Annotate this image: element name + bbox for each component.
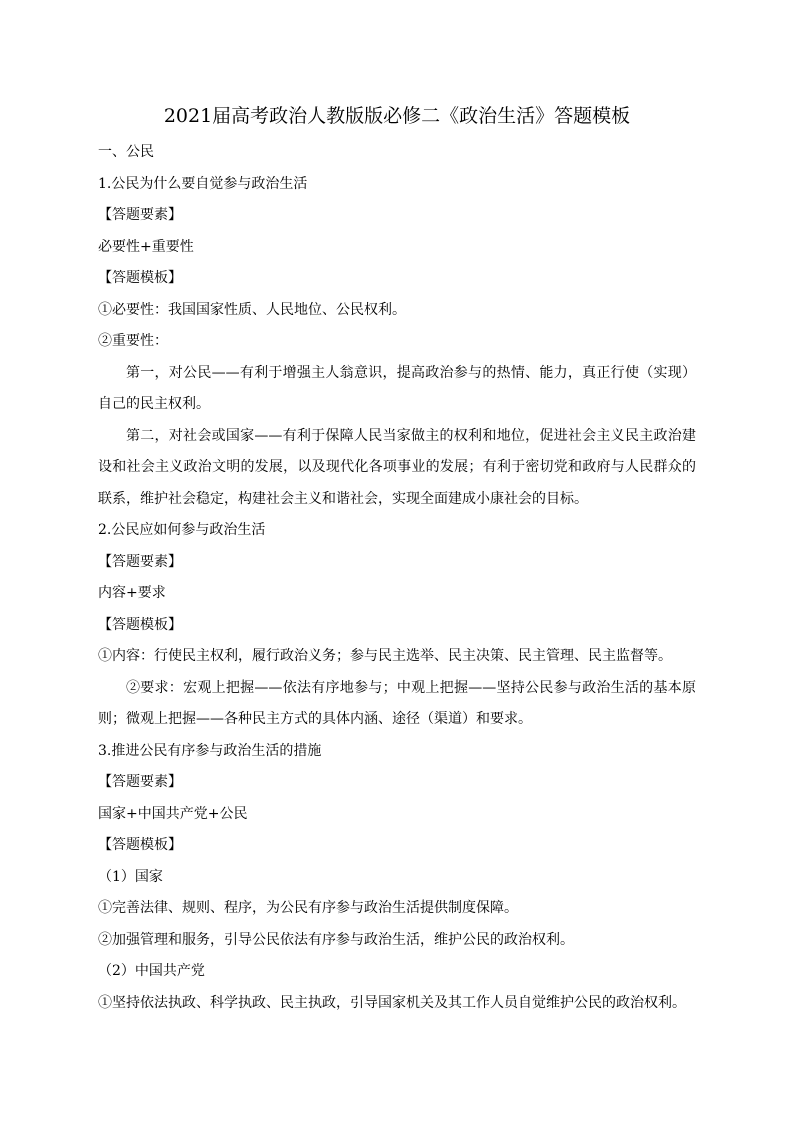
text-line: 【答题模板】 — [98, 616, 182, 633]
paragraph: 第一，对公民——有利于增强主人翁意识，提高政治参与的热情、能力，真正行使（实现）自己的民主权利。 — [98, 364, 696, 412]
text-line: 【答题要素】 — [98, 553, 182, 570]
text-line: 【答题要素】 — [98, 207, 182, 223]
document-body — [98, 137, 696, 1019]
text-line: ②加强管理和服务，引导公民依法有序参与政治生活，维护公民的政治权利。 — [98, 931, 574, 948]
text-line: 2.公民应如何参与政治生活 — [98, 522, 266, 538]
section-heading: 一、公民 — [98, 144, 154, 160]
text-line: （1）国家 — [98, 868, 163, 885]
text-line: 【答题模板】 — [98, 837, 182, 853]
text-line: 国家+中国共产党+公民 — [98, 805, 248, 822]
text-line: 【答题要素】 — [98, 774, 182, 790]
text-line: ①必要性：我国国家性质、人民地位、公民权利。 — [98, 301, 406, 318]
text-line: ①完善法律、规则、程序，为公民有序参与政治生活提供制度保障。 — [98, 900, 518, 916]
text-line: 必要性+重要性 — [98, 238, 194, 255]
text-line: 【答题模板】 — [98, 270, 182, 286]
text-line: ①内容：行使民主权利，履行政治义务；参与民主选举、民主决策、民主管理、民主监督等。 — [98, 648, 672, 664]
document-title: 2021届高考政治人教版版必修二《政治生活》答题模板 — [163, 105, 631, 127]
text-line: ①坚持依法执政、科学执政、民主执政，引导国家机关及其工作人员自觉维护公民的政治权利。 — [98, 994, 686, 1011]
paragraph: 第二，对社会或国家——有利于保障人民当家做主的权利和地位，促进社会主义民主政治建设和社会主义政治文明的发展，以及现代化各项事业的发展；有利于密切党和政府与人民群众的联系，维护社会稳定，构建社会主义和谐社会，实现全面建成小康社会的目标。 — [98, 427, 696, 507]
text-line: 1.公民为什么要自觉参与政治生活 — [98, 175, 308, 192]
text-line: 3.推进公民有序参与政治生活的措施 — [98, 742, 322, 759]
text-line: 内容+要求 — [98, 585, 166, 601]
text-line: ②重要性： — [98, 333, 168, 349]
text-line: （2）中国共产党 — [98, 963, 205, 979]
paragraph: ②要求：宏观上把握——依法有序地参与；中观上把握——坚持公民参与政治生活的基本原则；微观上把握——各种民主方式的具体内涵、途径（渠道）和要求。 — [98, 679, 696, 727]
